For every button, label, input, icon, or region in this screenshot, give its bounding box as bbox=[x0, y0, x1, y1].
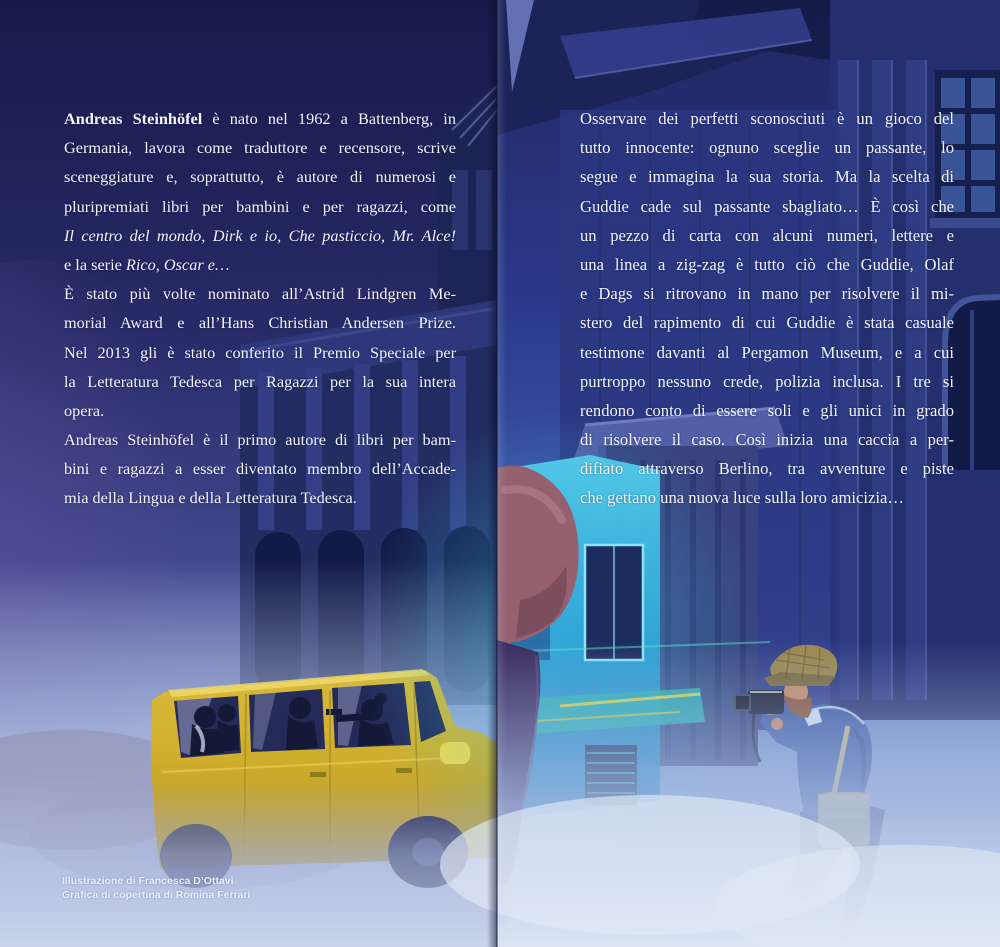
bio-line: opera. bbox=[64, 400, 105, 420]
bio-line: sceneggiature e, soprattutto, è autore di numerosi e bbox=[64, 167, 456, 187]
jacket-fold-crease bbox=[487, 0, 497, 947]
bio-line: e la serie Rico, Oscar e… bbox=[64, 254, 230, 274]
blurb-line: difiato attraverso Berlino, tra avventure e piste bbox=[580, 459, 954, 479]
blurb-line: un pezzo di carta con alcuni numeri, lettere e bbox=[580, 225, 954, 245]
blurb-line: stero del rapimento di cui Guddie è stata casuale bbox=[580, 313, 954, 333]
bio-line: pluripremiati libri per bambini e per ragazzi, come bbox=[64, 196, 456, 216]
author-bio-text bbox=[64, 104, 456, 513]
blurb-line: che gettano una nuova luce sulla loro amicizia… bbox=[580, 488, 904, 508]
bio-line: mia della Lingua e della Letteratura Tedesca. bbox=[64, 488, 357, 508]
bio-line: la Letteratura Tedesca per Ragazzi per la sua intera bbox=[64, 371, 456, 391]
bio-line: Andreas Steinhöfel è nato nel 1962 a Battenberg, in bbox=[64, 109, 456, 128]
bio-line: È stato più volte nominato all’Astrid Lindgren Me- bbox=[64, 284, 456, 304]
credit-illustrator: Illustrazione di Francesca D’Ottavi bbox=[62, 875, 234, 887]
blurb-line: segue e immagina la sua storia. Ma la scelta di bbox=[580, 167, 954, 187]
bio-line: Il centro del mondo, Dirk e io, Che pasticcio, Mr. Alce! bbox=[64, 225, 456, 245]
blurb-line: rendono conto di essere soli e gli unici in grado bbox=[580, 400, 954, 420]
bio-line: morial Award e all’Hans Christian Andersen Prize. bbox=[64, 313, 456, 333]
back-cover-blurb-text bbox=[580, 104, 954, 513]
credit-designer: Grafica di copertina di Romina Ferrari bbox=[62, 889, 251, 901]
blurb-line: testimone davanti al Pergamon Museum, e a cui bbox=[580, 342, 954, 362]
bio-line: Nel 2013 gli è stato conferito il Premio Speciale per bbox=[64, 342, 456, 362]
bio-line: Andreas Steinhöfel è il primo autore di libri per bam- bbox=[64, 430, 456, 450]
bio-line: bini e ragazzi a esser diventato membro dell’Accade- bbox=[64, 459, 456, 479]
blurb-line: Osservare dei perfetti sconosciuti è un gioco del bbox=[580, 109, 954, 128]
blurb-line: una linea a zig-zag è tutto ciò che Guddie, Olaf bbox=[580, 254, 954, 274]
bio-line: Germania, lavora come traduttore e recensore, scrive bbox=[64, 138, 456, 158]
blurb-line: tutto innocente: ognuno sceglie un passante, lo bbox=[580, 138, 954, 158]
blurb-line: di risolvere il caso. Così inizia una caccia a per- bbox=[580, 430, 954, 450]
blurb-line: purtroppo nessuno crede, polizia inclusa. I tre si bbox=[580, 371, 954, 391]
blurb-line: Guddie cade sul passante sbagliato… È così che bbox=[580, 196, 954, 216]
credits bbox=[62, 874, 382, 902]
blurb-line: e Dags si ritrovano in mano per risolvere il mi- bbox=[580, 284, 954, 304]
